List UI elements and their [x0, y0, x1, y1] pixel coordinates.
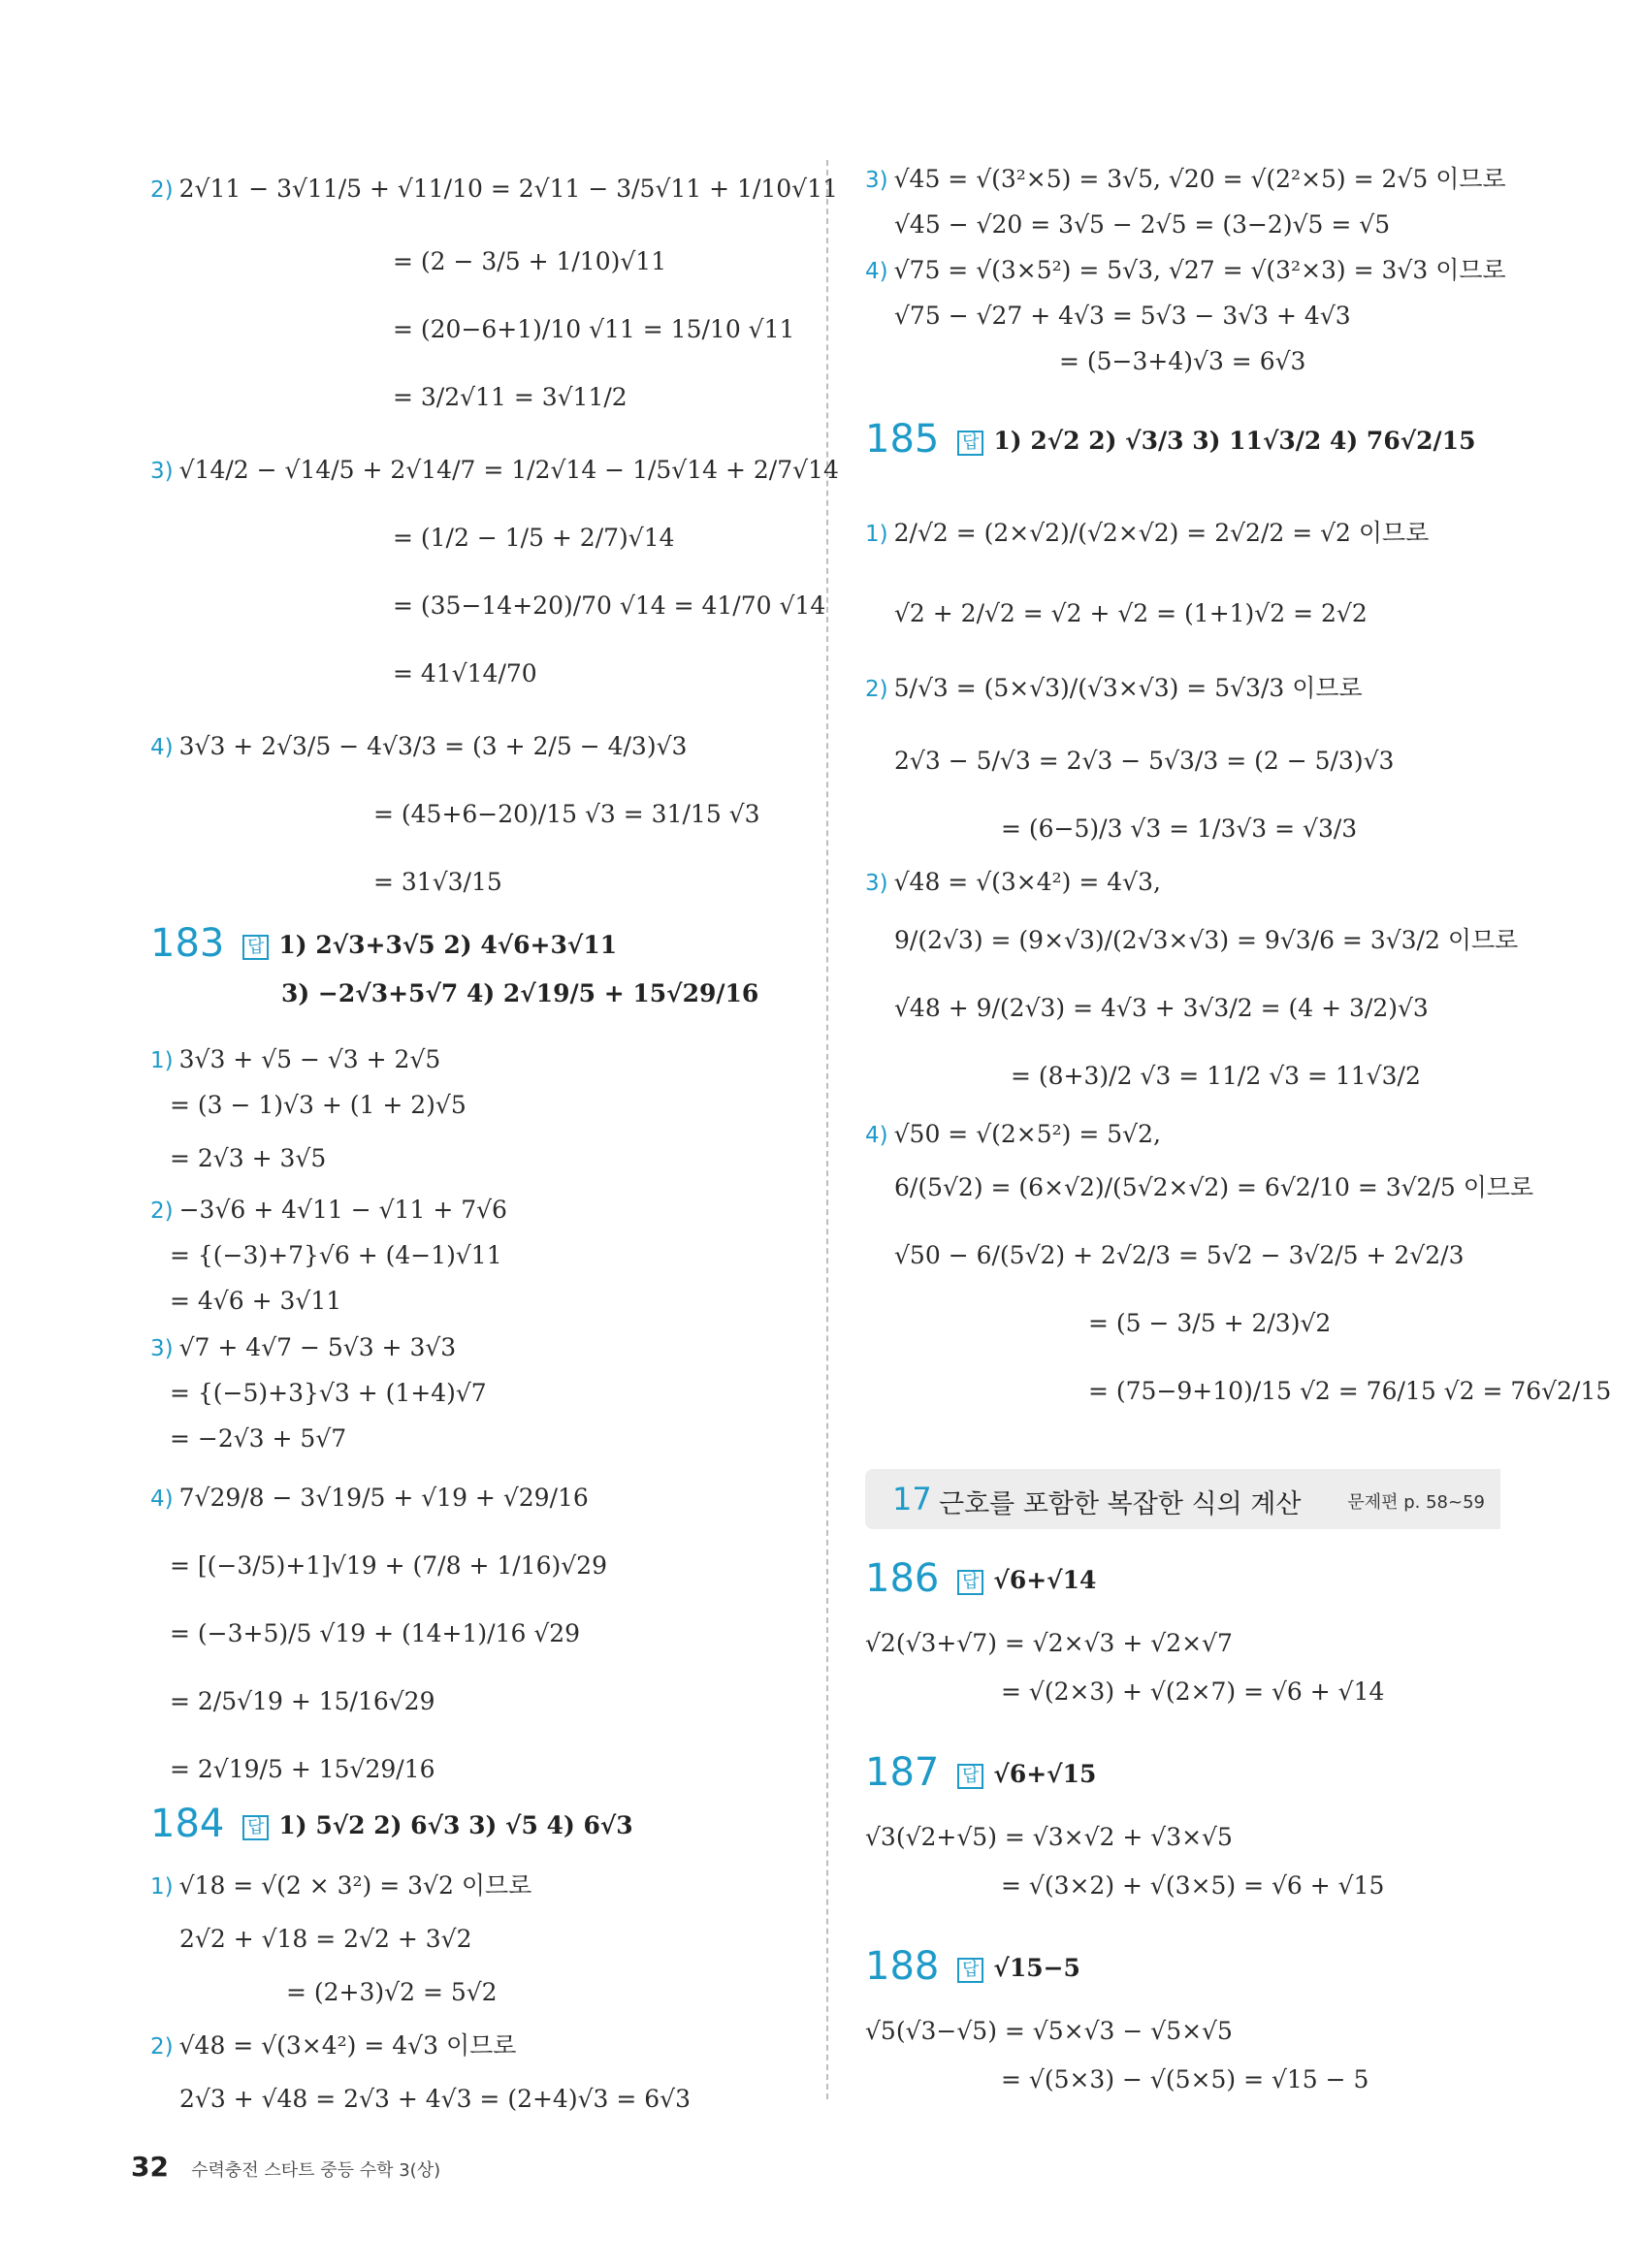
- math-expression: √50 − 6/(5√2) + 2√2/3 = 5√2 − 3√2/5 + 2√2/3: [894, 1241, 1465, 1269]
- answer-text-continued: 3) −2√3+5√7 4) 2√19/5 + 15√29/16: [281, 979, 759, 1007]
- solution-line: [894, 210, 1390, 240]
- problem-number: 184: [150, 1802, 225, 1846]
- solution-line: [393, 659, 537, 688]
- math-expression: = 4√6 + 3√11: [170, 1287, 342, 1315]
- math-expression: = (8+3)/2 √3 = 11/2 √3 = 11√3/2: [1011, 1062, 1421, 1090]
- math-expression: = 2√19/5 + 15√29/16: [170, 1755, 435, 1783]
- math-expression: √18 = √(2 × 3²) = 3√2 이므로: [178, 1871, 532, 1900]
- answer-badge: 답: [957, 1958, 983, 1983]
- math-expression: 2√3 + √48 = 2√3 + 4√3 = (2+4)√3 = 6√3: [179, 2085, 692, 2113]
- math-expression: 7√29/8 − 3√19/5 + √19 + √29/16: [178, 1484, 589, 1512]
- math-expression: = [(−3/5)+1]√19 + (7/8 + 1/16)√29: [170, 1551, 607, 1580]
- solution-line: [393, 591, 825, 621]
- sub-problem-number: 1): [150, 1874, 174, 1900]
- math-expression: = −2√3 + 5√7: [170, 1424, 347, 1453]
- math-expression: = (1/2 − 1/5 + 2/7)√14: [393, 524, 675, 552]
- math-expression: √75 = √(3×5²) = 5√3, √27 = √(3²×3) = 3√3 이므로: [893, 256, 1506, 284]
- answer-line: [242, 931, 617, 960]
- answer-badge: 답: [957, 1764, 983, 1789]
- solution-line: [170, 1755, 435, 1784]
- math-expression: √48 + 9/(2√3) = 4√3 + 3√3/2 = (4 + 3/2)√3: [894, 994, 1429, 1022]
- math-expression: 6/(5√2) = (6×√2)/(5√2×√2) = 6√2/10 = 3√2/5 이므로: [894, 1173, 1534, 1201]
- solution-line: [865, 674, 1363, 704]
- solution-line: [865, 1629, 1233, 1658]
- solution-line: [393, 315, 794, 344]
- solution-line: [170, 1287, 341, 1316]
- solution-line: [865, 2017, 1233, 2046]
- solution-line: [179, 2085, 691, 2114]
- solution-line: [170, 1379, 487, 1408]
- solution-line: [170, 1687, 435, 1716]
- solution-line: [865, 868, 1161, 898]
- sub-problem-number: 3): [865, 168, 888, 193]
- page-footer: [131, 2151, 440, 2183]
- math-expression: = √(5×3) − √(5×5) = √15 − 5: [1001, 2065, 1369, 2093]
- problem-number: 187: [865, 1750, 940, 1795]
- solution-line: [150, 456, 839, 486]
- math-expression: = (20−6+1)/10 √11 = 15/10 √11: [393, 315, 795, 343]
- answer-line: [957, 1760, 1096, 1789]
- math-expression: −3√6 + 4√11 − √11 + 7√6: [178, 1196, 507, 1224]
- math-expression: √48 = √(3×4²) = 4√3,: [893, 868, 1161, 896]
- math-expression: = (5 − 3/5 + 2/3)√2: [1088, 1309, 1332, 1337]
- math-expression: 3√3 + √5 − √3 + 2√5: [178, 1045, 441, 1073]
- section-header: [865, 1469, 1500, 1529]
- math-expression: = √(2×3) + √(2×7) = √6 + √14: [1001, 1677, 1385, 1706]
- sub-problem-number: 3): [150, 459, 174, 484]
- math-expression: √48 = √(3×4²) = 4√3 이므로: [178, 2031, 517, 2060]
- solution-line: [150, 1045, 440, 1075]
- math-expression: 2√3 − 5/√3 = 2√3 − 5√3/3 = (2 − 5/3)√3: [894, 747, 1395, 775]
- math-expression: = (45+6−20)/15 √3 = 31/15 √3: [373, 800, 760, 828]
- problem-number: 188: [865, 1944, 940, 1989]
- solution-line: [286, 1978, 498, 2007]
- math-expression: √50 = √(2×5²) = 5√2,: [893, 1120, 1161, 1148]
- math-expression: = 2/5√19 + 15/16√29: [170, 1687, 435, 1715]
- solution-line: [865, 1823, 1233, 1852]
- section-title: 근호를 포함한 복잡한 식의 계산: [939, 1489, 1302, 1519]
- solution-line: [865, 1120, 1161, 1150]
- solution-line: [1001, 1871, 1384, 1901]
- solution-line: [150, 1484, 589, 1514]
- math-expression: √14/2 − √14/5 + 2√14/7 = 1/2√14 − 1/5√14 + 2/7√14: [178, 456, 839, 484]
- solution-line: [894, 747, 1394, 776]
- answer-badge: 답: [957, 431, 983, 456]
- solution-line: [393, 247, 666, 276]
- solution-line: [1001, 2065, 1368, 2094]
- math-expression: = (6−5)/3 √3 = 1/3√3 = √3/3: [1001, 815, 1358, 843]
- solution-line: [170, 1551, 607, 1581]
- answer-line: [957, 1954, 1080, 1983]
- solution-line: [894, 599, 1368, 628]
- math-expression: √45 − √20 = 3√5 − 2√5 = (3−2)√5 = √5: [894, 210, 1391, 239]
- sub-problem-number: 4): [865, 1123, 888, 1148]
- sub-problem-number: 4): [150, 735, 174, 760]
- math-expression: 2√2 + √18 = 2√2 + 3√2: [179, 1925, 472, 1953]
- answer-badge: 답: [242, 935, 269, 960]
- math-expression: 3√3 + 2√3/5 − 4√3/3 = (3 + 2/5 − 4/3)√3: [178, 732, 688, 760]
- column-divider: [826, 160, 828, 2099]
- math-expression: = (3 − 1)√3 + (1 + 2)√5: [170, 1091, 467, 1119]
- math-expression: 9/(2√3) = (9×√3)/(2√3×√3) = 9√3/6 = 3√3/2 이므로: [894, 926, 1519, 954]
- solution-line: [1011, 1062, 1421, 1091]
- math-expression: = (5−3+4)√3 = 6√3: [1059, 347, 1306, 375]
- solution-line: [1001, 815, 1357, 844]
- solution-line: [865, 165, 1506, 195]
- solution-line: [393, 524, 675, 553]
- solution-line: [150, 732, 687, 762]
- math-expression: = (2+3)√2 = 5√2: [286, 1978, 498, 2006]
- math-expression: √2 + 2/√2 = √2 + √2 = (1+1)√2 = 2√2: [894, 599, 1368, 627]
- solution-line: [1088, 1309, 1331, 1338]
- math-expression: = (−3+5)/5 √19 + (14+1)/16 √29: [170, 1619, 581, 1647]
- math-expression: 2√11 − 3√11/5 + √11/10 = 2√11 − 3/5√11 + 1/10√11: [178, 175, 838, 203]
- answer-line: [957, 1566, 1096, 1595]
- answer-line: [957, 427, 1475, 456]
- solution-line: [170, 1144, 326, 1173]
- sub-problem-number: 3): [150, 1336, 174, 1361]
- answer-text: 1) 5√2 2) 6√3 3) √5 4) 6√3: [278, 1811, 633, 1839]
- math-expression: = {(−5)+3}√3 + (1+4)√7: [170, 1379, 487, 1407]
- math-expression: 5/√3 = (5×√3)/(√3×√3) = 5√3/3 이므로: [893, 674, 1363, 702]
- solution-line: [1001, 1677, 1384, 1707]
- sub-problem-number: 2): [150, 177, 174, 203]
- page-number: 32: [131, 2151, 169, 2183]
- math-expression: = 31√3/15: [373, 868, 502, 896]
- answer-text: √6+√15: [993, 1760, 1097, 1788]
- math-expression: = √(3×2) + √(3×5) = √6 + √15: [1001, 1871, 1385, 1900]
- solution-line: [1088, 1377, 1611, 1406]
- solution-line: [393, 383, 628, 412]
- solution-line: [170, 1619, 580, 1648]
- sub-problem-number: 2): [150, 2034, 174, 2060]
- solution-line: [373, 800, 760, 829]
- solution-line: [150, 175, 838, 205]
- solution-line: [865, 519, 1429, 549]
- math-expression: = {(−3)+7}√6 + (4−1)√11: [170, 1241, 502, 1269]
- sub-problem-number: 2): [865, 677, 888, 702]
- answer-badge: 답: [957, 1570, 983, 1595]
- math-expression: √2(√3+√7) = √2×√3 + √2×√7: [865, 1629, 1233, 1657]
- sub-problem-number: 2): [150, 1198, 174, 1224]
- answer-text: √6+√14: [993, 1566, 1097, 1594]
- solution-line: [865, 256, 1506, 286]
- math-expression: √5(√3−√5) = √5×√3 − √5×√5: [865, 2017, 1233, 2045]
- problem-number: 185: [865, 417, 940, 462]
- math-expression: √3(√2+√5) = √3×√2 + √3×√5: [865, 1823, 1233, 1851]
- answer-text: 1) 2√2 2) √3/3 3) 11√3/2 4) 76√2/15: [993, 427, 1476, 455]
- answer-line: [242, 1811, 633, 1840]
- solution-line: [179, 1925, 472, 1954]
- answer-text: √15−5: [993, 1954, 1080, 1982]
- math-expression: 2/√2 = (2×√2)/(√2×√2) = 2√2/2 = √2 이므로: [893, 519, 1430, 547]
- solution-line: [894, 994, 1429, 1023]
- math-expression: = (75−9+10)/15 √2 = 76/15 √2 = 76√2/15: [1088, 1377, 1612, 1405]
- answer-badge: 답: [242, 1815, 269, 1840]
- problem-number: 183: [150, 921, 225, 966]
- section-number: 17: [892, 1481, 932, 1517]
- math-expression: √75 − √27 + 4√3 = 5√3 − 3√3 + 4√3: [894, 302, 1351, 330]
- solution-line: [170, 1091, 467, 1120]
- solution-line: [150, 1196, 507, 1226]
- solution-line: [170, 1424, 346, 1453]
- book-title: 수력충전 스타트 중등 수학 3(상): [191, 2160, 441, 2181]
- math-expression: = 3/2√11 = 3√11/2: [393, 383, 628, 411]
- solution-line: [894, 1241, 1464, 1270]
- sub-problem-number: 3): [865, 871, 888, 896]
- solution-line: [150, 2031, 516, 2061]
- solution-line: [170, 1241, 502, 1270]
- problem-number: 186: [865, 1556, 940, 1601]
- math-expression: √45 = √(3²×5) = 3√5, √20 = √(2²×5) = 2√5 이므로: [893, 165, 1506, 193]
- solution-line: [894, 1173, 1533, 1202]
- answer-text: 1) 2√3+3√5 2) 4√6+3√11: [278, 931, 618, 959]
- solution-line: [373, 868, 502, 897]
- sub-problem-number: 1): [150, 1048, 174, 1073]
- math-expression: = 41√14/70: [393, 659, 537, 687]
- section-reference: 문제편 p. 58~59: [1347, 1492, 1485, 1513]
- sub-problem-number: 4): [865, 259, 888, 284]
- solution-line: [1059, 347, 1305, 376]
- solution-line: [150, 1871, 531, 1901]
- math-expression: = 2√3 + 3√5: [170, 1144, 327, 1172]
- solution-line: [894, 302, 1351, 331]
- math-expression: = (35−14+20)/70 √14 = 41/70 √14: [393, 591, 826, 620]
- math-expression: √7 + 4√7 − 5√3 + 3√3: [178, 1333, 457, 1361]
- sub-problem-number: 1): [865, 522, 888, 547]
- solution-line: [150, 1333, 456, 1363]
- math-expression: = (2 − 3/5 + 1/10)√11: [393, 247, 667, 275]
- solution-line: [894, 926, 1518, 955]
- sub-problem-number: 4): [150, 1486, 174, 1512]
